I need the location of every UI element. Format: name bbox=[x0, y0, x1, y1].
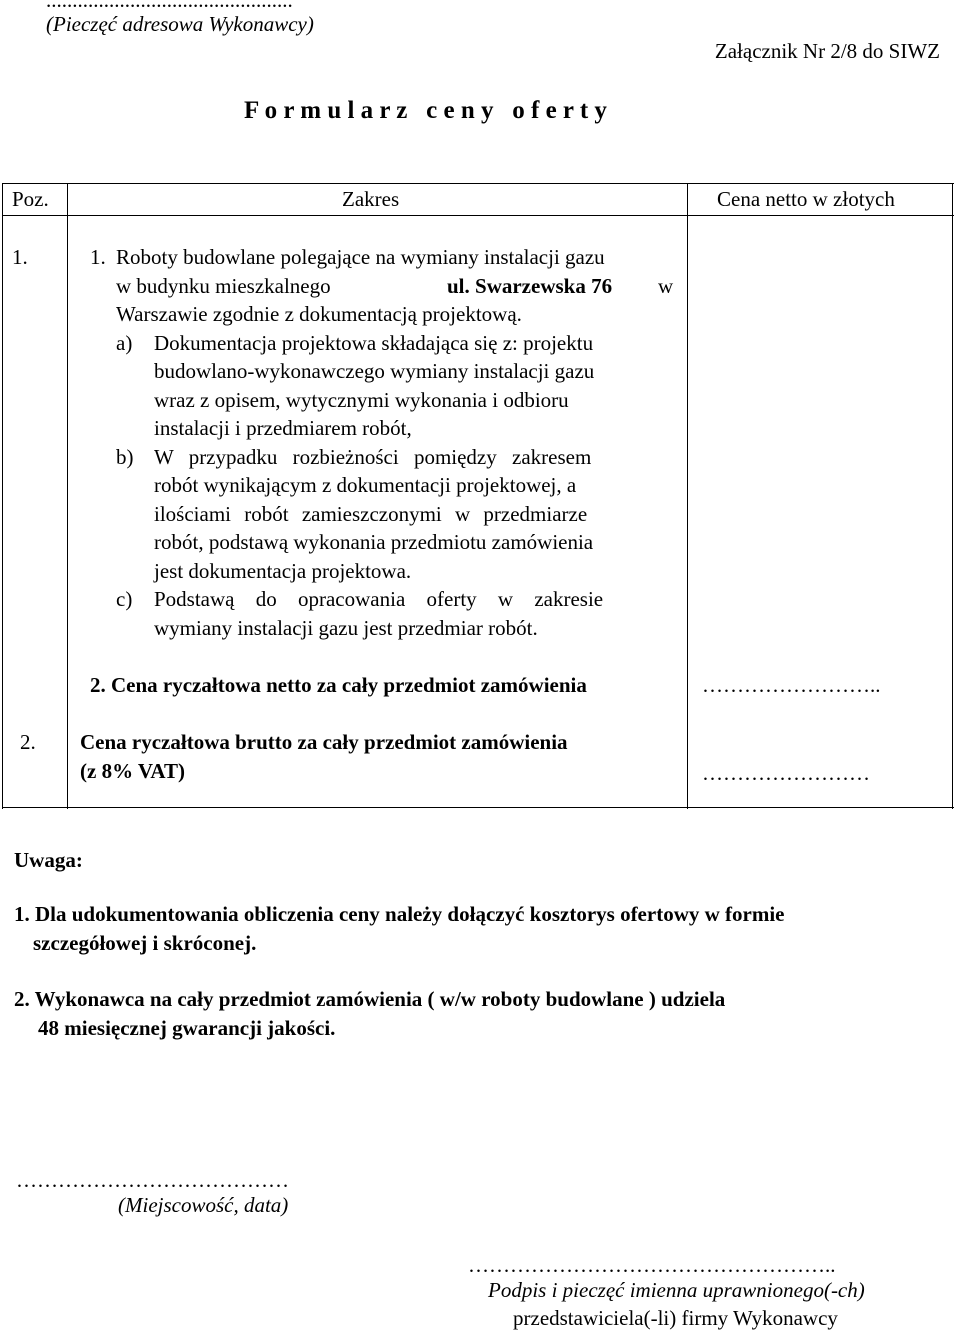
notes-heading: Uwaga: bbox=[14, 848, 83, 872]
item-number: 1. bbox=[90, 245, 106, 269]
header-net-price: Cena netto w złotych bbox=[717, 187, 895, 211]
sub-item-line: Podstawą do opracowania oferty w zakresie bbox=[154, 587, 604, 611]
item-line: Warszawie zgodnie z dokumentacją projektową. bbox=[116, 302, 522, 326]
sub-item-line: Dokumentacja projektowa składająca się z: projektu bbox=[154, 331, 594, 355]
note-1-line-1: 1. Dla udokumentowania obliczenia ceny należy dołączyć kosztorys ofertowy w formie bbox=[14, 902, 785, 926]
note-1-line-2: szczegółowej i skróconej. bbox=[33, 931, 257, 955]
stamp-dots: ............................................... bbox=[46, 0, 293, 12]
item-line: w bbox=[658, 274, 674, 298]
gross-price-label: Cena ryczałtowa brutto za cały przedmiot zamówienia bbox=[80, 730, 568, 754]
header-scope: Zakres bbox=[342, 187, 400, 211]
sub-item-label: a) bbox=[116, 331, 133, 355]
signature-label-1: Podpis i pieczęć imienna uprawnionego(-ch) bbox=[488, 1278, 865, 1302]
row2-number: 2. bbox=[20, 730, 36, 754]
sub-item-label: b) bbox=[116, 445, 134, 469]
sub-item-line: robót, podstawą wykonania przedmiotu zamówienia bbox=[154, 530, 594, 554]
note-2-line-2: 48 miesięcznej gwarancji jakości. bbox=[38, 1016, 336, 1040]
sub-item-label: c) bbox=[116, 587, 133, 611]
form-title: F o r m u l a r z c e n y o f e r t y bbox=[244, 97, 607, 124]
net-price-label: 2. Cena ryczałtowa netto za cały przedmiot zamówienia bbox=[90, 673, 587, 697]
gross-price-vat: (z 8% VAT) bbox=[80, 759, 185, 783]
sub-item-line: robót wynikającym z dokumentacji projektowej, a bbox=[154, 473, 577, 497]
sub-item-line: jest dokumentacja projektowa. bbox=[154, 559, 412, 583]
price-table bbox=[2, 183, 954, 809]
place-date-label: (Miejscowość, data) bbox=[118, 1193, 289, 1217]
item-line: Roboty budowlane polegające na wymiany instalacji gazu bbox=[116, 245, 605, 269]
sub-item-line: W przypadku rozbieżności pomiędzy zakresem bbox=[154, 445, 592, 469]
header-pos: Poz. bbox=[12, 187, 49, 211]
attachment-label: Załącznik Nr 2/8 do SIWZ bbox=[714, 39, 940, 63]
sub-item-line: wymiany instalacji gazu jest przedmiar robót. bbox=[154, 616, 538, 640]
signature-dots: …………………………………………….. bbox=[468, 1253, 836, 1277]
stamp-label: (Pieczęć adresowa Wykonawcy) bbox=[46, 12, 314, 36]
sub-item-line: wraz z opisem, wytycznymi wykonania i odbioru bbox=[154, 388, 569, 412]
row1-number: 1. bbox=[12, 245, 28, 269]
item-line: w budynku mieszkalnego bbox=[116, 274, 331, 298]
note-2-line-1: 2. Wykonawca na cały przedmiot zamówienia ( w/w roboty budowlane ) udziela bbox=[14, 987, 726, 1011]
place-date-dots: ………………………………… bbox=[16, 1168, 289, 1192]
sub-item-line: instalacji i przedmiarem robót, bbox=[154, 416, 412, 440]
signature-label-2: przedstawiciela(-li) firmy Wykonawcy bbox=[513, 1306, 838, 1330]
item-address: ul. Swarzewska 76 bbox=[447, 274, 613, 298]
sub-item-line: ilościami robót zamieszczonymi w przedmiarze bbox=[154, 502, 588, 526]
net-price-dots: …………………….. bbox=[702, 673, 881, 697]
gross-price-dots: …………………… bbox=[702, 761, 870, 785]
sub-item-line: budowlano-wykonawczego wymiany instalacji gazu bbox=[154, 359, 595, 383]
